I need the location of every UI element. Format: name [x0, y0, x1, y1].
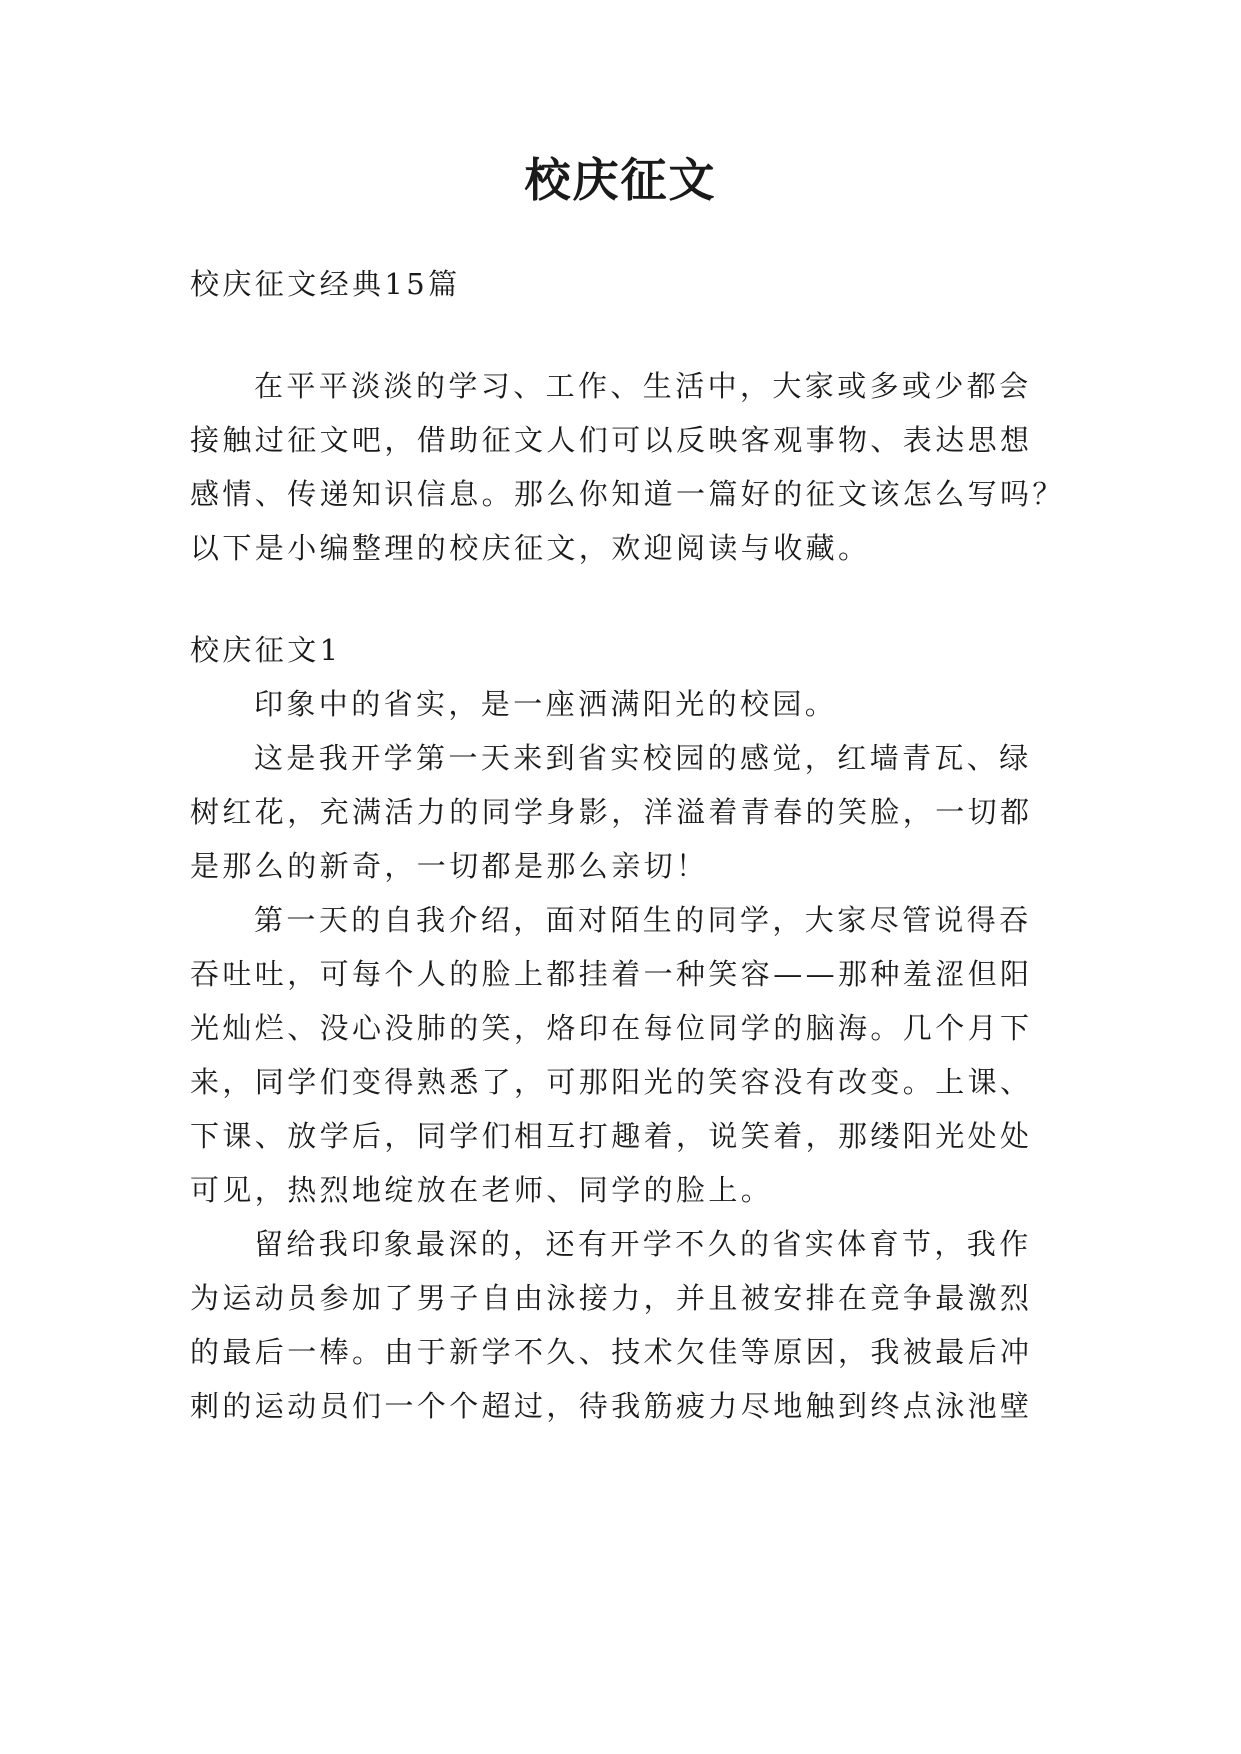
- section-heading: 校庆征文1: [190, 633, 342, 667]
- paragraph-line: 吞吐吐，可每个人的脸上都挂着一种笑容——那种羞涩但阳: [190, 957, 1033, 991]
- paragraph-line: 为运动员参加了男子自由泳接力，并且被安排在竞争最激烈: [190, 1281, 1033, 1315]
- paragraph-line: 印象中的省实，是一座洒满阳光的校园。: [254, 687, 838, 721]
- intro-line: 接触过征文吧，借助征文人们可以反映客观事物、表达思想: [190, 423, 1033, 457]
- paragraph-line: 树红花，充满活力的同学身影，洋溢着青春的笑脸，一切都: [190, 795, 1033, 829]
- paragraph-line: 刺的运动员们一个个超过，待我筋疲力尽地触到终点泳池壁: [190, 1389, 1033, 1423]
- document-subtitle: 校庆征文经典15篇: [190, 267, 461, 301]
- paragraph-line: 第一天的自我介绍，面对陌生的同学，大家尽管说得吞: [254, 903, 1032, 937]
- paragraph-line: 光灿烂、没心没肺的笑，烙印在每位同学的脑海。几个月下: [190, 1011, 1033, 1045]
- intro-line: 感情、传递知识信息。那么你知道一篇好的征文该怎么写吗？: [190, 477, 1065, 511]
- paragraph-line: 这是我开学第一天来到省实校园的感觉，红墙青瓦、绿: [254, 741, 1032, 775]
- intro-line: 以下是小编整理的校庆征文，欢迎阅读与收藏。: [190, 531, 871, 565]
- paragraph-line: 是那么的新奇，一切都是那么亲切！: [190, 849, 709, 883]
- paragraph-line: 来，同学们变得熟悉了，可那阳光的笑容没有改变。上课、: [190, 1065, 1033, 1099]
- paragraph-line: 留给我印象最深的，还有开学不久的省实体育节，我作: [254, 1227, 1032, 1261]
- paragraph-line: 的最后一棒。由于新学不久、技术欠佳等原因，我被最后冲: [190, 1335, 1033, 1369]
- intro-line: 在平平淡淡的学习、工作、生活中，大家或多或少都会: [254, 369, 1032, 403]
- paragraph-line: 下课、放学后，同学们相互打趣着，说笑着，那缕阳光处处: [190, 1119, 1033, 1153]
- document-title: 校庆征文: [524, 153, 717, 207]
- paragraph-line: 可见，热烈地绽放在老师、同学的脸上。: [190, 1173, 774, 1207]
